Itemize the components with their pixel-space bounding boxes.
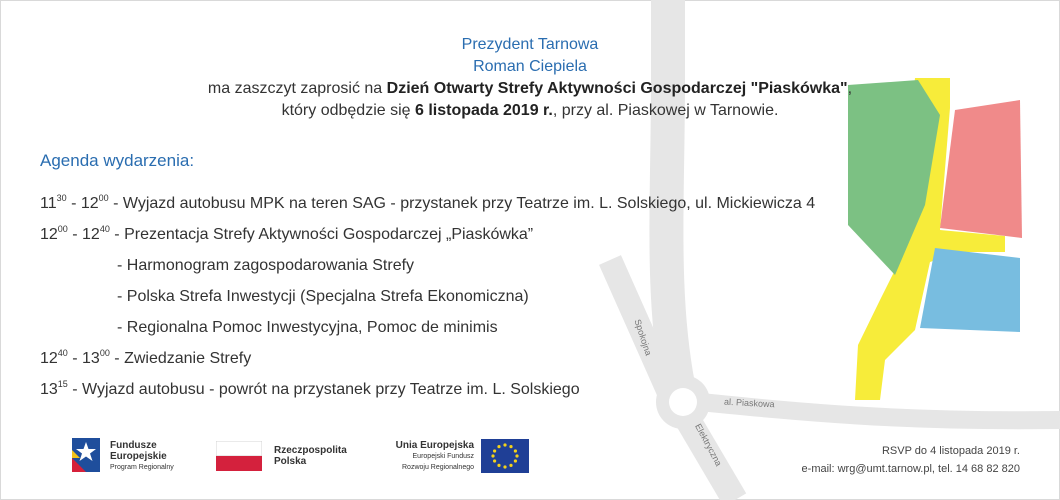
agenda-time: $12^{40} - 13^{00}$ <box>40 348 110 367</box>
agenda-subitem: - Harmonogram zagospodarowania Strefy <box>117 257 415 274</box>
agenda-subitem: - Regionalna Pomoc Inwestycyjna, Pomoc de minimis <box>117 319 498 336</box>
mayor-name: Roman Ciepiela <box>473 58 587 75</box>
blue-plot <box>920 248 1020 332</box>
date-prefix: który odbędzie się <box>281 102 415 119</box>
agenda-text: - Zwiedzanie Strefy <box>109 350 252 367</box>
eu-flag-icon <box>481 439 529 473</box>
agenda-item <box>40 188 815 219</box>
agenda-text: - Wyjazd autobusu - powrót na przystanek przy Teatrze im. L. Solskiego <box>67 381 580 398</box>
agenda-time: $11^{30} - 12^{00}$ <box>40 193 109 212</box>
invitation-line <box>0 78 1060 100</box>
logo-unia-europejska <box>388 436 538 476</box>
agenda-time: $13^{15}$ <box>40 379 68 398</box>
agenda-item <box>40 374 815 405</box>
event-location: , przy al. Piaskowej w Tarnowie. <box>552 102 779 119</box>
street-label-spokojna: Spokojna <box>632 318 654 357</box>
logo-rzeczpospolita-polska <box>216 436 366 476</box>
agenda-time: $12^{00} - 12^{40}$ <box>40 224 110 243</box>
agenda-subitem: - Polska Strefa Inwestycji (Specjalna Strefa Ekonomiczna) <box>117 288 529 305</box>
event-date: 6 listopada 2019 r. <box>414 102 553 119</box>
invitation-comma: , <box>847 80 853 97</box>
fe-star-icon <box>70 436 104 476</box>
rsvp-deadline: RSVP do 4 listopada 2019 r. <box>881 445 1020 457</box>
logo-fundusze-europejskie <box>70 436 180 476</box>
polish-flag-icon <box>216 441 262 471</box>
date-line <box>0 100 1060 122</box>
agenda-list <box>40 188 815 405</box>
rsvp-contact: e-mail: wrg@umt.tarnow.pl, tel. 14 68 82 820 <box>801 463 1020 475</box>
mayor-title: Prezydent Tarnowa <box>461 36 599 53</box>
agenda-title: Agenda wydarzenia: <box>40 151 195 170</box>
street-label-piaskowa: al. Piaskowa <box>723 396 775 410</box>
invitation-header <box>0 34 1060 122</box>
agenda-text: - Prezentacja Strefy Aktywności Gospodarczej „Piaskówka” <box>109 226 534 243</box>
rp-text: Rzeczpospolita Polska <box>274 445 347 467</box>
agenda-item <box>40 219 815 250</box>
ue-text: Unia Europejska Europejski Fundusz Rozwoju Regionalnego <box>395 440 474 471</box>
fe-text: Fundusze Europejskie Program Regionalny <box>110 440 174 471</box>
invitation-text: ma zaszczyt zaprosić na <box>207 80 387 97</box>
agenda-item <box>40 343 815 374</box>
agenda-text: - Wyjazd autobusu MPK na teren SAG - przystanek przy Teatrze im. L. Solskiego, ul. Mickiewicza 4 <box>108 195 816 212</box>
street-label-elektryczna: Elektryczna <box>693 422 724 468</box>
rsvp-block <box>802 442 1020 478</box>
event-name: Dzień Otwarty Strefy Aktywności Gospodarczej "Piaskówka" <box>386 80 848 97</box>
